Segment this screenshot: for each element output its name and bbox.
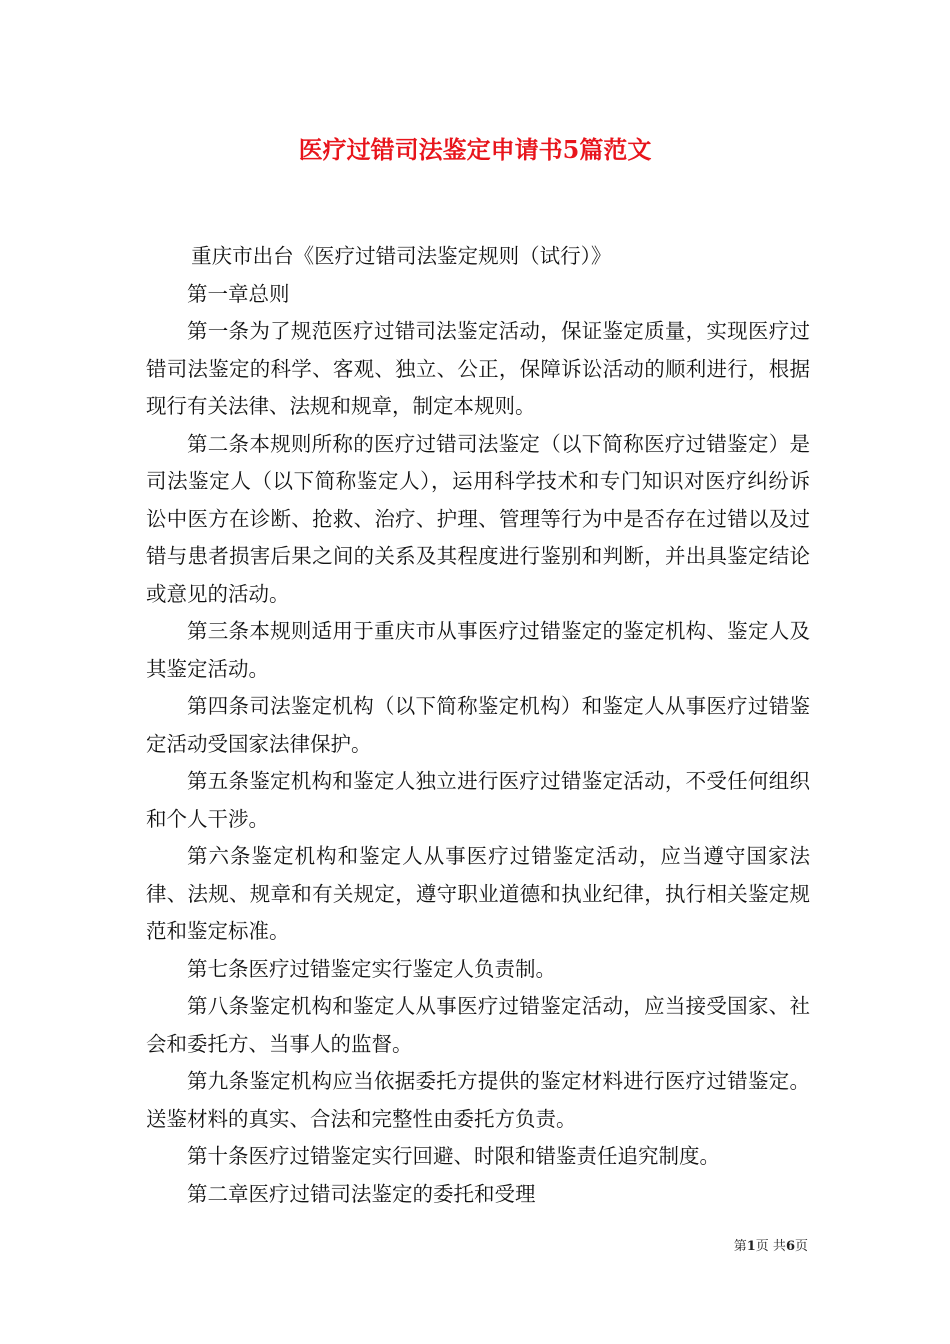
footer-suffix: 页 <box>794 1239 808 1254</box>
paragraph-article-5: 第五条鉴定机构和鉴定人独立进行医疗过错鉴定活动，不受任何组织和个人干涉。 <box>146 769 810 831</box>
document-body <box>146 238 810 1213</box>
paragraph-article-9: 第九条鉴定机构应当依据委托方提供的鉴定材料进行医疗过错鉴定。送鉴材料的真实、合法和完整性由委托方负责。 <box>146 1069 810 1131</box>
footer-current-page: 1 <box>746 1239 756 1254</box>
footer-total-pages: 6 <box>785 1239 795 1254</box>
document-title: 医疗过错司法鉴定申请书5篇范文 <box>298 135 652 164</box>
paragraph-article-7: 第七条医疗过错鉴定实行鉴定人负责制。 <box>187 956 556 981</box>
paragraph-article-2: 第二条本规则所称的医疗过错司法鉴定（以下简称医疗过错鉴定）是司法鉴定人（以下简称鉴定人），运用科学技术和专门知识对医疗纠纷诉讼中医方在诊断、抢救、治疗、护理、管理等行为中是否存在过错以及过错与患者损害后果之间的关系及其程度进行鉴别和判断，并出具鉴定结论或意见的活动。 <box>146 431 810 606</box>
paragraph-article-6: 第六条鉴定机构和鉴定人从事医疗过错鉴定活动，应当遵守国家法律、法规、规章和有关规定，遵守职业道德和执业纪律，执行相关鉴定规范和鉴定标准。 <box>146 844 810 943</box>
footer-middle: 页 共 <box>755 1239 786 1254</box>
paragraph-article-10: 第十条医疗过错鉴定实行回避、时限和错鉴责任追究制度。 <box>187 1144 720 1168</box>
paragraph-heading-notice: 重庆市出台《医疗过错司法鉴定规则（试行）》 <box>191 244 612 268</box>
page-number-footer <box>734 1238 808 1256</box>
paragraph-article-3: 第三条本规则适用于重庆市从事医疗过错鉴定的鉴定机构、鉴定人及其鉴定活动。 <box>146 619 810 681</box>
paragraph-article-1: 第一条为了规范医疗过错司法鉴定活动，保证鉴定质量，实现医疗过错司法鉴定的科学、客观、独立、公正，保障诉讼活动的顺利进行，根据现行有关法律、法规和规章，制定本规则。 <box>146 319 810 418</box>
paragraph-chapter-1: 第一章总则 <box>187 281 290 306</box>
paragraph-article-8: 第八条鉴定机构和鉴定人从事医疗过错鉴定活动，应当接受国家、社会和委托方、当事人的监督。 <box>146 994 810 1056</box>
paragraph-chapter-2: 第二章医疗过错司法鉴定的委托和受理 <box>187 1181 536 1206</box>
paragraph-article-4: 第四条司法鉴定机构（以下简称鉴定机构）和鉴定人从事医疗过错鉴定活动受国家法律保护。 <box>146 694 810 756</box>
footer-prefix: 第 <box>733 1239 747 1254</box>
